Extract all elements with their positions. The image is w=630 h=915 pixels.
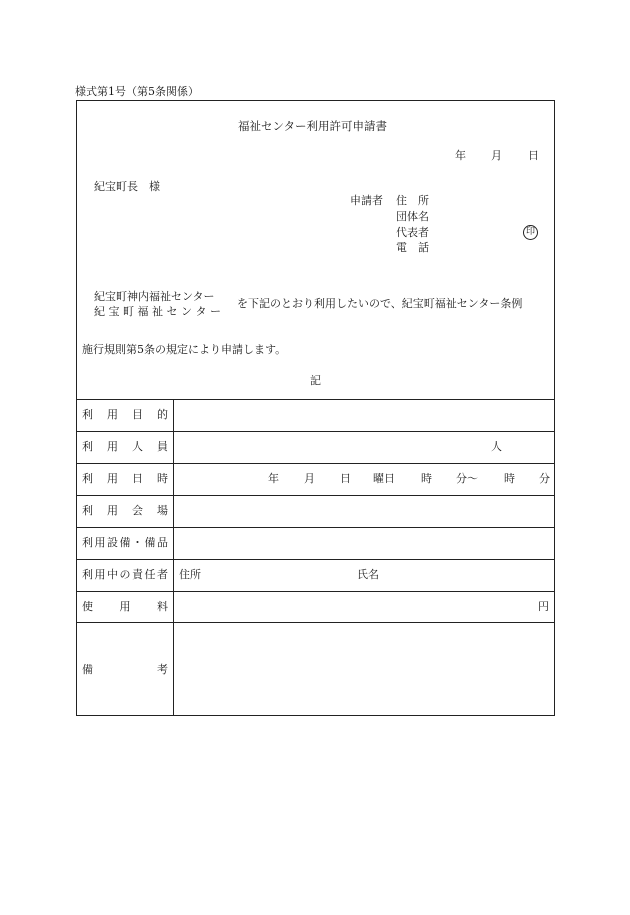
people-unit: 人 [491,440,502,453]
row-divider [76,622,555,623]
remarks-label-1: 備 [82,663,93,676]
applicant-phone-label: 電 話 [396,241,429,254]
body-line-1: を下記のとおり利用したいので、紀宝町福祉センター条例 [237,297,523,310]
manager-address-label: 住所 [179,568,201,581]
row-divider [76,399,555,400]
center-option-1: 紀宝町神内福祉センター [94,290,215,303]
dt-month: 月 [304,472,315,485]
dt-hour-end: 時 [504,472,515,485]
equipment-label: 利用設備・備品 [82,536,168,549]
date-year: 年 [455,149,466,162]
center-option-2: 紀 宝 町 福 祉 セ ン タ ー [94,305,221,318]
seal-icon: 印 [523,225,538,240]
row-divider [76,559,555,560]
row-divider [76,527,555,528]
date-month: 月 [491,149,502,162]
addressee: 紀宝町長 様 [94,180,160,193]
form-title: 福祉センター利用許可申請書 [238,119,388,133]
date-day: 日 [528,149,539,162]
row-divider [76,495,555,496]
people-label: 利 用 人 員 [82,440,168,453]
datetime-label: 利 用 日 時 [82,472,168,485]
dt-day: 日 [340,472,351,485]
form-code: 様式第1号（第5条関係） [75,85,199,98]
fee-label: 使 用 料 [82,600,168,613]
dt-minute-end: 分 [539,472,550,485]
applicant-group-label: 団体名 [396,210,429,223]
dt-hour-start: 時 [421,472,432,485]
body-line-2: 施行規則第5条の規定により申請します。 [82,343,287,356]
fee-unit: 円 [538,600,549,613]
dt-weekday: 曜日 [373,472,395,485]
column-divider [173,399,174,716]
row-divider [76,431,555,432]
row-divider [76,591,555,592]
manager-name-label: 氏名 [357,568,379,581]
dt-minute-start: 分〜 [456,472,478,485]
purpose-label: 利 用 目 的 [82,408,168,421]
venue-label: 利 用 会 場 [82,504,168,517]
applicant-role: 申請者 [350,194,383,207]
applicant-representative-label: 代表者 [396,226,429,239]
ki-label: 記 [310,374,321,387]
remarks-label-2: 考 [157,663,168,676]
dt-year: 年 [268,472,279,485]
manager-label: 利用中の責任者 [82,568,168,581]
applicant-address-label: 住 所 [396,194,429,207]
row-divider [76,463,555,464]
